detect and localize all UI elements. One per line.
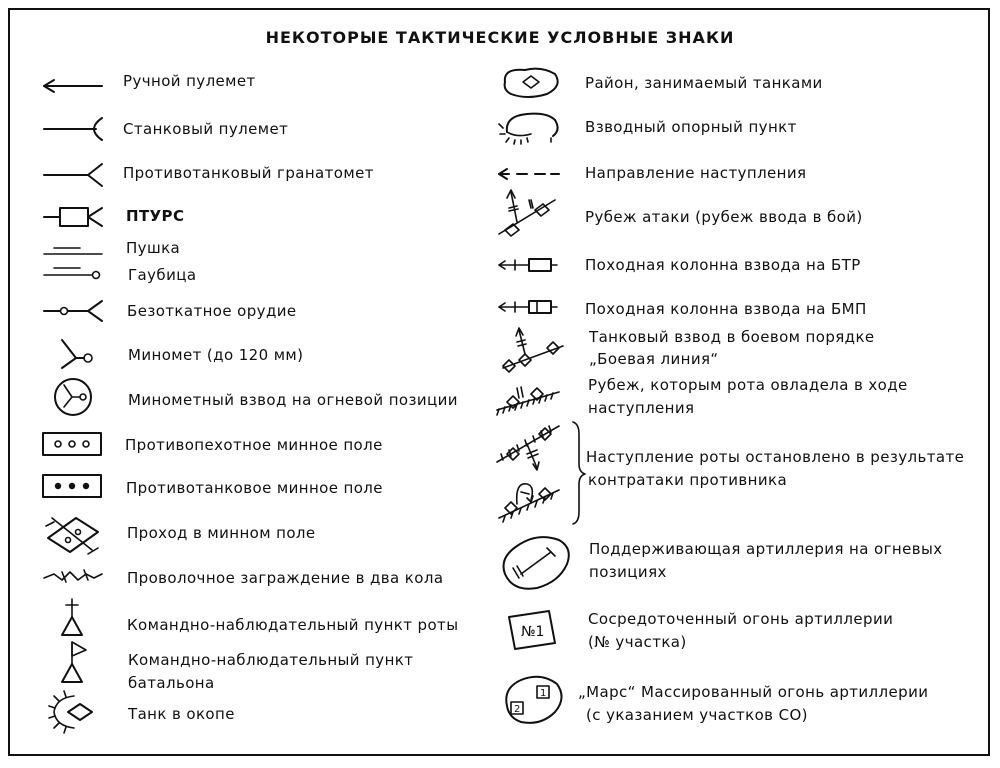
support-artillery-icon [497, 534, 577, 594]
label-tank-trench: Танк в окопе [128, 705, 235, 723]
mortar-platoon-icon [50, 377, 100, 417]
company-op-icon [56, 597, 96, 641]
bmp-column-icon [495, 297, 565, 317]
page-title: НЕКОТОРЫЕ ТАКТИЧЕСКИЕ УСЛОВНЫЕ ЗНАКИ [265, 28, 735, 47]
label-passage: Проход в минном поле [127, 524, 316, 542]
mortar-icon [56, 336, 106, 372]
conc-fire-number: №1 [521, 624, 545, 640]
label-stopped-2: контратаки противника [588, 471, 788, 489]
label-bmp-column: Походная колонна взвода на БМП [585, 300, 867, 318]
minefield-passage-icon [40, 510, 110, 558]
label-atgm: ПТУРС [126, 207, 185, 225]
label-stopped-1: Наступление роты остановлено в результате [586, 448, 965, 466]
label-mars-1: „Марс“ Массированный огонь артиллерии [578, 683, 929, 701]
label-mortar-platoon: Минометный взвод на огневой позиции [128, 391, 458, 409]
label-tank-platoon-1: Танковый взвод в боевом порядке [589, 328, 875, 346]
hand-mg-icon [40, 76, 110, 96]
atgm-icon [40, 202, 110, 232]
label-tank-platoon-2: „Боевая линия“ [589, 350, 719, 368]
label-recoilless: Безоткатное орудие [127, 302, 297, 320]
tank-trench-icon [44, 688, 104, 734]
label-at-minefield: Противотанковое минное поле [126, 479, 383, 497]
mars-sector-2: 2 [514, 704, 521, 715]
label-tank-area: Район, занимаемый танками [585, 74, 823, 92]
label-mars-2: (с указанием участков СО) [586, 706, 808, 724]
concentrated-fire-icon [505, 607, 561, 653]
label-company-op: Командно-наблюдательный пункт роты [127, 616, 459, 634]
ap-minefield-icon [40, 430, 110, 458]
at-minefield-icon [40, 472, 110, 500]
stopped-attack-icon [493, 416, 583, 528]
label-hand-mg: Ручной пулемет [123, 72, 256, 90]
label-at-grenade: Противотанковый гранатомет [123, 164, 374, 182]
howitzer-icon [40, 264, 110, 284]
advance-arrow-icon [495, 164, 565, 184]
tank-platoon-icon [497, 326, 569, 376]
label-conc-fire-2: (№ участка) [588, 633, 687, 651]
label-ap-minefield: Противопехотное минное поле [125, 436, 383, 454]
label-conc-fire-1: Сосредоточенный огонь артиллерии [588, 610, 894, 628]
label-strongpoint: Взводный опорный пункт [585, 118, 797, 136]
attack-line-icon [493, 186, 565, 242]
btr-column-icon [495, 255, 565, 275]
at-grenade-launcher-icon [40, 160, 110, 190]
mars-fire-icon [501, 670, 567, 730]
mounted-mg-icon [40, 116, 110, 146]
label-btr-column: Походная колонна взвода на БТР [585, 256, 861, 274]
label-captured-line-1: Рубеж, которым рота овладела в ходе [588, 376, 908, 394]
label-support-art-1: Поддерживающая артиллерия на огневых [589, 540, 943, 558]
label-gun: Пушка [126, 239, 181, 257]
label-battalion-op-1: Командно-наблюдательный пункт [128, 651, 414, 669]
label-mounted-mg: Станковый пулемет [123, 120, 289, 138]
gun-icon [40, 242, 110, 262]
mars-sector-1: 1 [540, 688, 547, 699]
label-wire: Проволочное заграждение в два кола [127, 569, 444, 587]
strongpoint-icon [497, 106, 567, 146]
tank-area-icon [497, 64, 567, 100]
label-mortar: Миномет (до 120 мм) [128, 346, 304, 364]
label-advance: Направление наступления [585, 164, 807, 182]
label-support-art-2: позициях [589, 563, 667, 581]
captured-line-icon [493, 378, 567, 420]
label-captured-line-2: наступления [588, 399, 695, 417]
recoilless-icon [40, 297, 110, 325]
wire-obstacle-icon [40, 566, 110, 588]
label-howitzer: Гаубица [128, 266, 197, 284]
label-attack-line: Рубеж атаки (рубеж ввода в бой) [585, 208, 863, 226]
label-battalion-op-2: батальона [128, 674, 215, 692]
battalion-op-icon [56, 640, 96, 686]
